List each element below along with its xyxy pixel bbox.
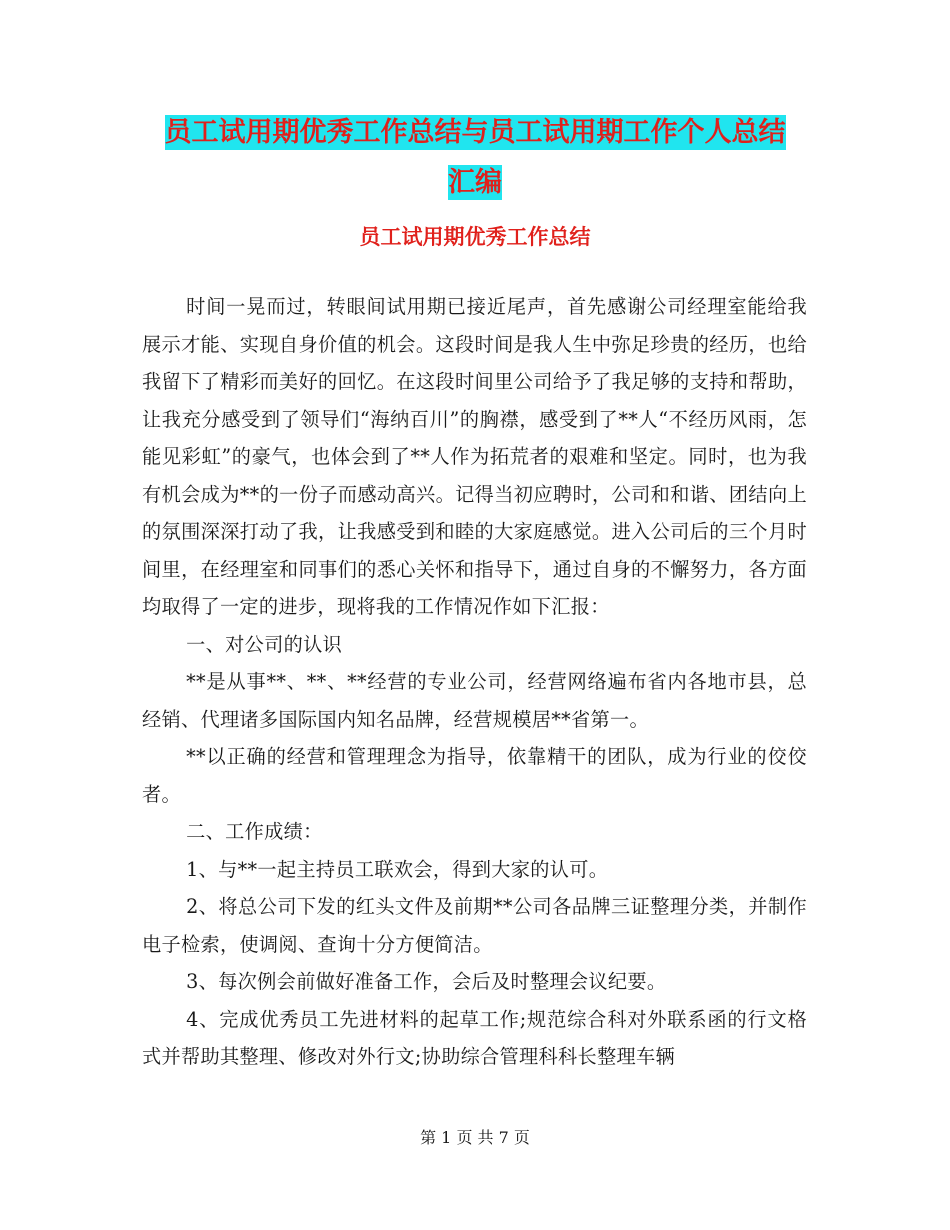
document-title-line-1: 员工试用期优秀工作总结与员工试用期工作个人总结 [164,117,786,148]
paragraph: 2、将总公司下发的红头文件及前期**公司各品牌三证整理分类，并制作电子检索，使调阅、查询十分方便简洁。 [142,895,807,956]
paragraph: 一、对公司的认识 [186,632,343,656]
document-body [142,288,807,1076]
paragraph: 3、每次例会前做好准备工作，会后及时整理会议纪要。 [186,970,667,993]
document-title-line-2: 汇编 [448,167,502,198]
page-number-footer: 第 1 页 共 7 页 [420,1128,530,1147]
paragraph: **以正确的经营和管理理念为指导，依靠精干的团队，成为行业的佼佼者。 [142,745,807,806]
paragraph: 1、与**一起主持员工联欢会，得到大家的认可。 [186,857,609,881]
paragraph: 时间一晃而过，转眼间试用期已接近尾声，首先感谢公司经理室能给我展示才能、实现自身价值的机会。这段时间是我人生中弥足珍贵的经历，也给我留下了精彩而美好的回忆。在这段时间里公司给予了我足够的支持和帮助，让我充分感受到了领导们“海纳百川”的胸襟，感受到了**人“不经历风雨，怎能见彩虹”的豪气，也体会到了**人作为拓荒者的艰难和坚定。同时，也为我有机会成为**的一份子而感动高兴。记得当初应聘时，公司和和谐、团结向上的氛围深深打动了我，让我感受到和睦的大家庭感觉。进入公司后的三个月时间里，在经理室和同事们的悉心关怀和指导下，通过自身的不懈努力，各方面均取得了一定的进步，现将我的工作情况作如下汇报： [142,295,807,618]
paragraph: **是从事**、**、**经营的专业公司，经营网络遍布省内各地市县，总经销、代理诸多国际国内知名品牌，经营规模居**省第一。 [142,670,807,731]
document-title [140,108,810,208]
section-title: 员工试用期优秀工作总结 [359,225,591,249]
paragraph: 二、工作成绩： [186,820,323,843]
paragraph: 4、完成优秀员工先进材料的起草工作;规范综合科对外联系函的行文格式并帮助其整理、修改对外行文;协助综合管理科科长整理车辆 [142,1007,807,1068]
